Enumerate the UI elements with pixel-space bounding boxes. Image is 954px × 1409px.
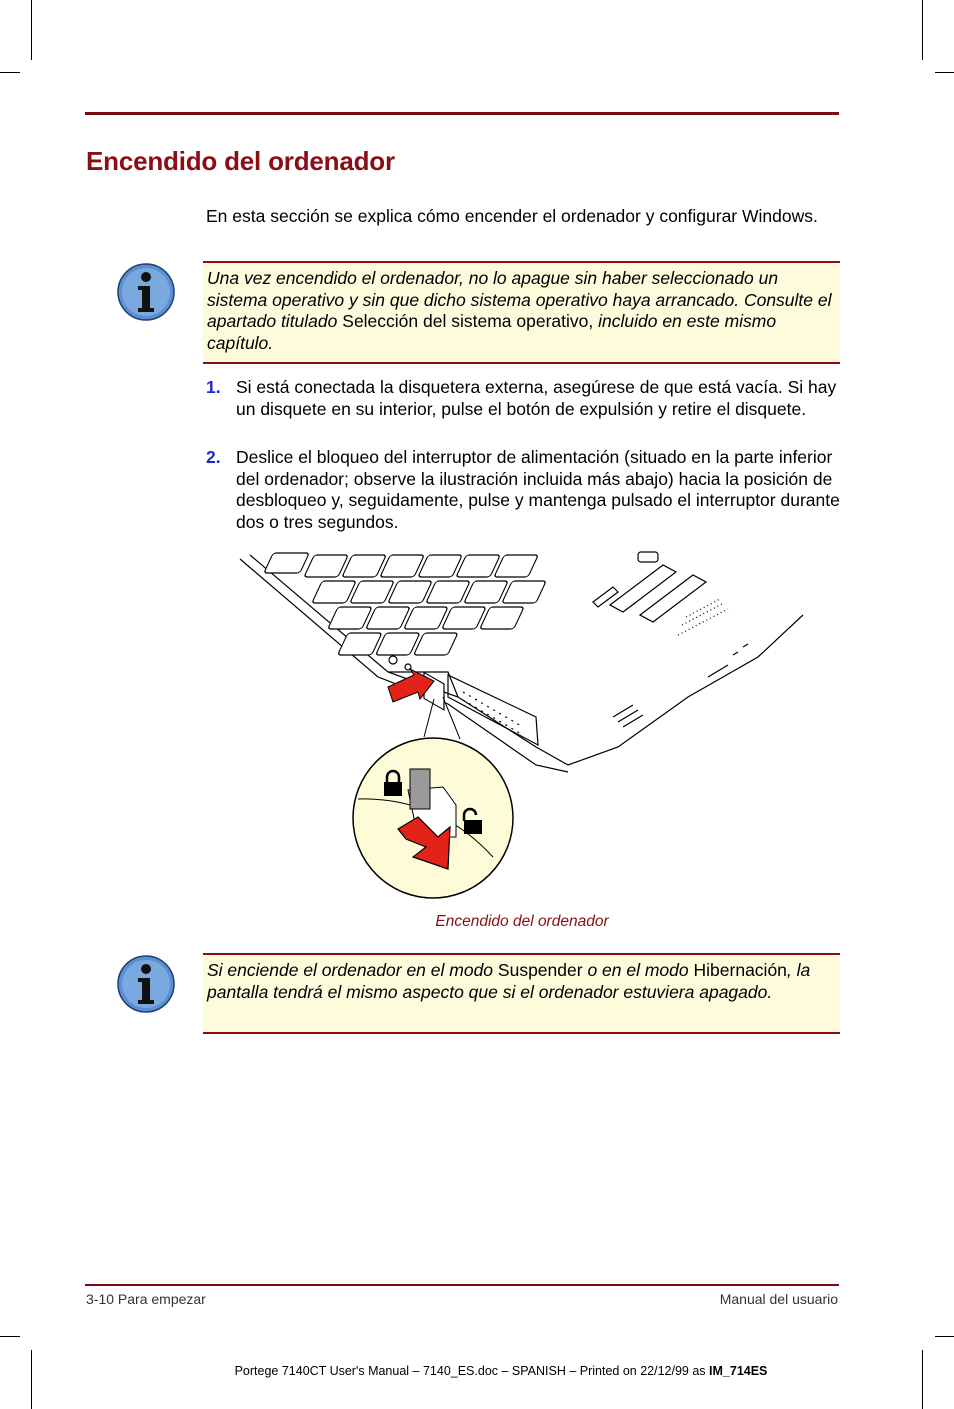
info-icon	[116, 954, 176, 1014]
info-icon	[116, 262, 176, 322]
crop-mark	[31, 1350, 32, 1409]
print-line-code: IM_714ES	[709, 1364, 768, 1378]
step-number: 1.	[206, 377, 221, 397]
list-item	[206, 447, 846, 535]
crop-mark	[0, 1336, 20, 1337]
note-text: o en el modo	[587, 960, 689, 980]
crop-mark	[935, 72, 954, 73]
crop-mark	[935, 1336, 954, 1337]
header-rule	[85, 112, 839, 115]
note-reference: Hibernación	[693, 960, 787, 980]
crop-mark	[922, 0, 923, 60]
note-text: incluido en este mismo capítulo.	[207, 311, 777, 353]
crop-mark	[922, 1350, 923, 1409]
list-item	[206, 377, 846, 443]
laptop-illustration	[238, 547, 808, 903]
print-line-text: Portege 7140CT User's Manual – 7140_ES.doc – SPANISH – Printed on 22/12/99 as	[234, 1364, 710, 1378]
page-title: Encendido del ordenador	[86, 146, 395, 176]
note-reference: Suspender	[497, 960, 583, 980]
print-line	[0, 1364, 954, 1378]
crop-mark	[0, 72, 20, 73]
figure-caption: Encendido del ordenador	[435, 913, 609, 930]
step-text: Si está conectada la disquetera externa, asegúrese de que está vacía. Si hay un disquete en su interior, pulse el botón de expulsión y retire el disquete.	[236, 377, 837, 419]
note-box-suspend	[203, 953, 840, 1034]
note-box-os-selection: Una vez encendido el ordenador, no lo apague sin haber seleccionado un sistema operativo y sin que dicho sistema operativo haya arrancado. Consulte el apartado titulado Selección del sistema operativo, incluido en este mismo capítulo.	[203, 261, 840, 364]
note-reference: Selección del sistema operativo	[342, 311, 589, 331]
crop-mark	[31, 0, 32, 60]
step-text: Deslice el bloqueo del interruptor de alimentación (situado en la parte inferior del ordenador; observe la ilustración incluida más abajo) hacia la posición de desbloqueo y, seguidamente, pulse y mantenga pulsado el interruptor durante dos o tres segundos.	[236, 447, 840, 532]
note-text: Si enciende el ordenador en el modo	[207, 960, 494, 980]
note-text: Una vez encendido el ordenador, no lo apague sin haber seleccionado un sistema operativo y sin que dicho sistema operativo haya arrancado. Consulte el apartado titulado	[207, 268, 832, 331]
footer-rule	[85, 1284, 839, 1286]
step-number: 2.	[206, 447, 221, 467]
note-text: , la pantalla tendrá el mismo aspecto que si el ordenador estuviera apagado.	[207, 960, 811, 1002]
footer-right: Manual del usuario	[719, 1291, 838, 1307]
footer-left: 3-10 Para empezar	[86, 1291, 206, 1307]
intro-paragraph: En esta sección se explica cómo encender el ordenador y configurar Windows.	[206, 206, 818, 226]
